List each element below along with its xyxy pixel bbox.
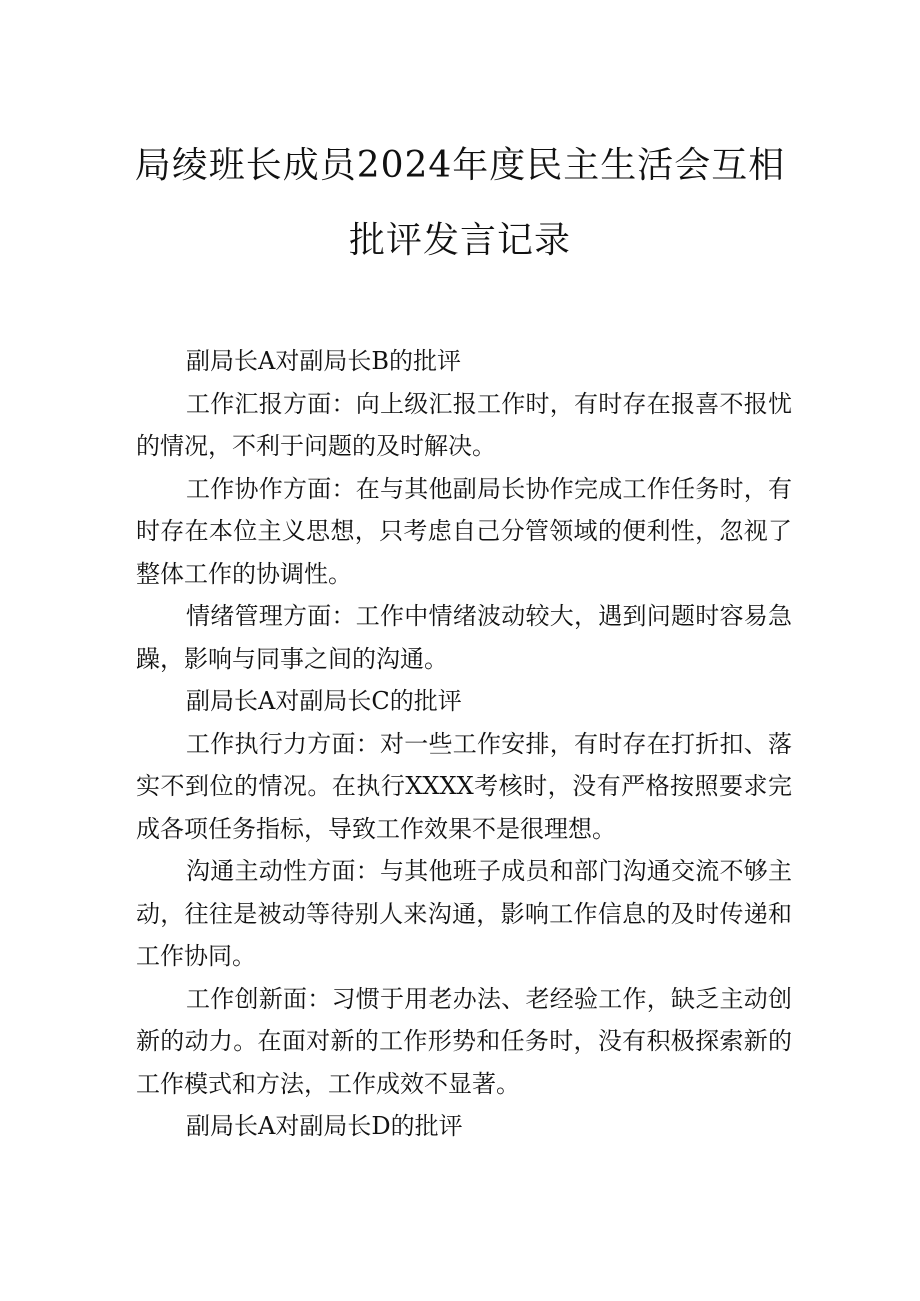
paragraph-work-collaboration: 工作协作方面：在与其他副局长协作完成工作任务时，有时存在本位主义思想，只考虑自己分管领域的便利性，忽视了整体工作的协调性。 <box>136 474 792 588</box>
section-heading-a-to-b: 副局长A对副局长B的批评 <box>186 347 461 375</box>
document-body <box>136 340 792 1148</box>
document-title-line-2: 批评发言记录 <box>348 220 571 261</box>
document-title-line-1: 局绫班长成员2024年度民主生活会互相 <box>134 145 786 186</box>
paragraph-emotion-management: 情绪管理方面：工作中情绪波动较大，遇到问题时容易急躁，影响与同事之间的沟通。 <box>136 602 792 673</box>
section-heading-a-to-d: 副局长A对副局长D的批评 <box>186 1112 463 1140</box>
section-heading-a-to-c: 副局长A对副局长C的批评 <box>186 687 462 715</box>
paragraph-work-reporting: 工作汇报方面：向上级汇报工作时，有时存在报喜不报忧的情况，不利于问题的及时解决。 <box>136 389 792 460</box>
paragraph-communication: 沟通主动性方面：与其他班子成员和部门沟通交流不够主动，往往是被动等待别人来沟通，影响工作信息的及时传递和工作协同。 <box>136 857 792 970</box>
paragraph-innovation: 工作创新面：习惯于用老办法、老经验工作，缺乏主动创新的动力。在面对新的工作形势和任务时，没有积极探索新的工作模式和方法，工作成效不显著。 <box>136 984 792 1098</box>
paragraph-execution: 工作执行力方面：对一些工作安排，有时存在打折扣、落实不到位的情况。在执行XXXX考核时，没有严格按照要求完成各项任务指标，导致工作效果不是很理想。 <box>136 729 792 843</box>
